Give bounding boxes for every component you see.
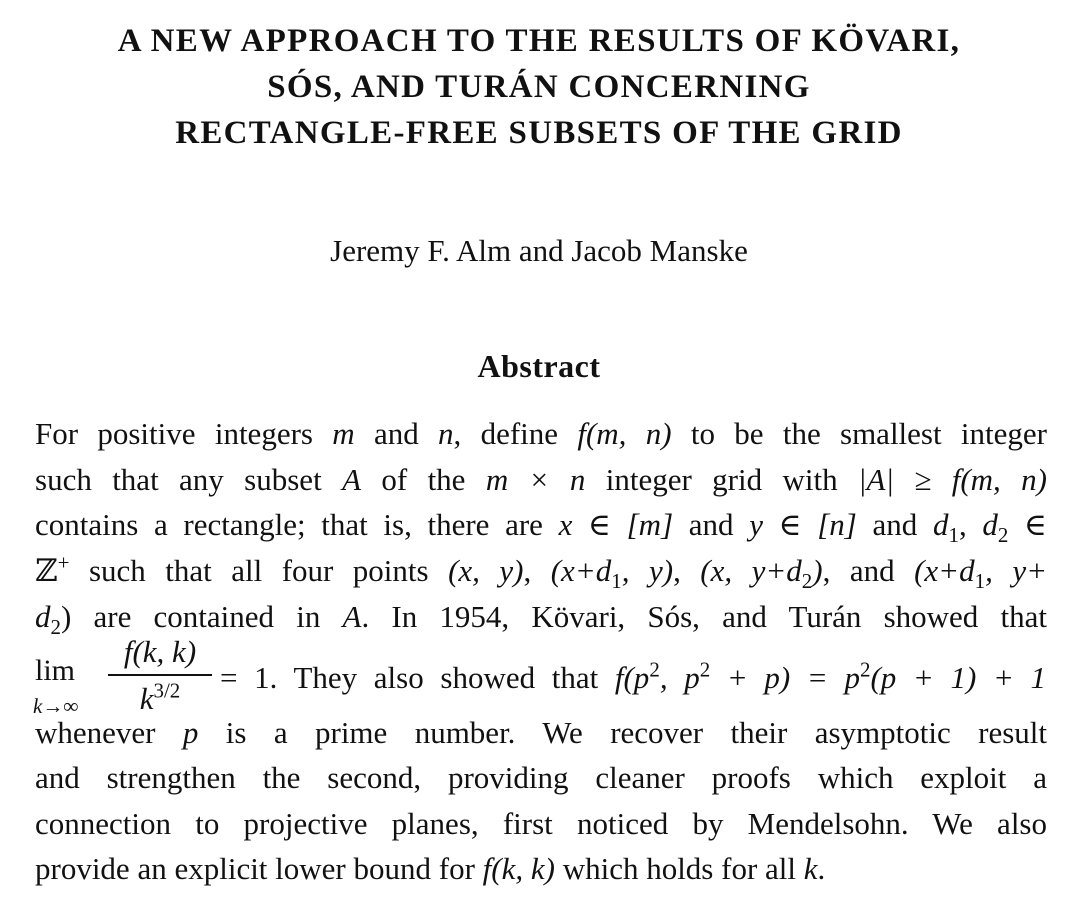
- abstract-line-2: such that any subset A of the m × n integer grid with |A| ≥ f(m, n): [35, 462, 1047, 497]
- limit-expression: [35, 642, 115, 722]
- fraction-bar: [108, 674, 212, 676]
- abstract-line-4: ℤ+ such that all four points (x, y), ($x+d_1$, y), (x, $y+d_2$), and ($x+d_1$, y+: [35, 550, 1048, 594]
- title-line: A NEW APPROACH TO THE RESULTS OF KÖVARI,: [117, 23, 961, 59]
- abstract-line-10: provide an explicit lower bound for f(k, k) which holds for all k.: [35, 851, 826, 886]
- paper-title: [0, 18, 1078, 156]
- abstract-line-9: connection to projective planes, first noticed by Mendelsohn. We also: [35, 806, 1047, 841]
- lim-word: lim: [35, 654, 76, 687]
- abstract-line-8: and strengthen the second, providing cleaner proofs which exploit a: [35, 760, 1047, 795]
- abstract-line-5: $d_2$) are contained in A. In 1954, Kövari, Sós, and Turán showed that: [35, 599, 1047, 640]
- abstract-line-7: whenever p is a prime number. We recover their asymptotic result: [35, 715, 1047, 750]
- abstract-line-3: contains a rectangle; that is, there are x ∈ [m] and y ∈ [n] and $d_1$, $d_2$ ∈: [35, 507, 1047, 548]
- fraction-denominator: $k^{3/2}$: [139, 678, 181, 716]
- title-line: RECTANGLE-FREE SUBSETS OF THE GRID: [175, 115, 903, 151]
- title-line: SÓS, AND TURÁN CONCERNING: [267, 69, 811, 105]
- fraction-numerator: f(k, k): [123, 634, 197, 669]
- abstract-heading: Abstract: [477, 348, 601, 384]
- abstract-line-6: = 1. They also showed that $f(p^2$, $p^2 + p) = p^2(p + 1) + 1$: [220, 657, 1047, 695]
- abstract-line-1: For positive integers m and n, define f(m, n) to be the smallest integer: [35, 416, 1047, 451]
- authors: Jeremy F. Alm and Jacob Manske: [330, 233, 748, 268]
- lim-subscript: k→∞: [33, 694, 79, 718]
